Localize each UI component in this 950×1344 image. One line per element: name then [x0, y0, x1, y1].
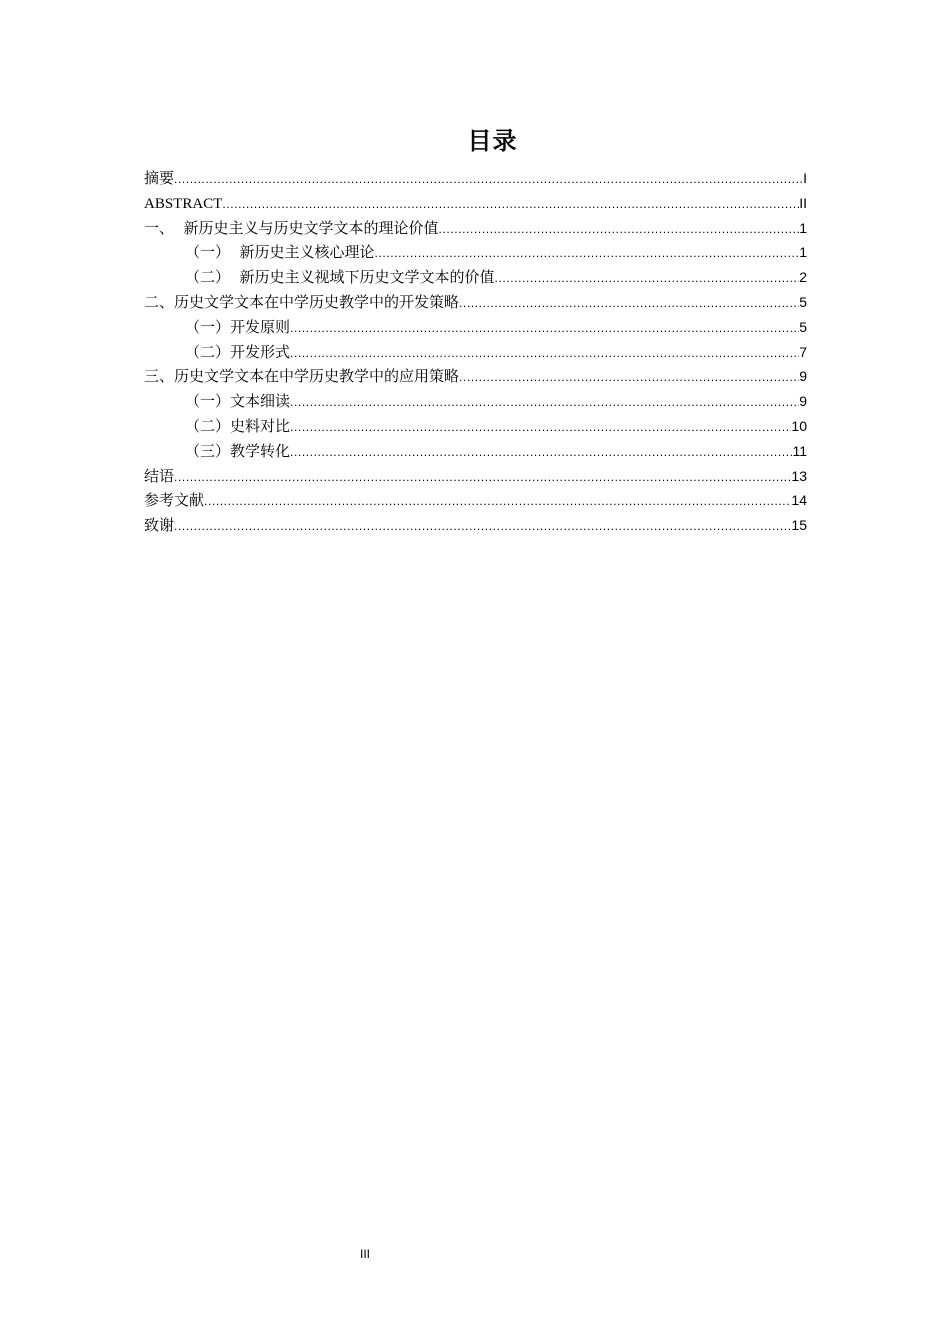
- toc-entry-label: （一） 新历史主义核心理论: [185, 243, 375, 262]
- toc-entry-label: 参考文献: [144, 491, 205, 510]
- toc-entry-page: 15: [791, 517, 807, 534]
- toc-entry-section-2-2[interactable]: [144, 340, 807, 365]
- toc-entry-page: 13: [791, 467, 807, 484]
- toc-entry-page: 9: [799, 368, 807, 385]
- toc-entry-chapter-3[interactable]: [144, 364, 807, 389]
- table-of-contents: [144, 166, 807, 538]
- toc-entry-acknowledgements[interactable]: [144, 513, 807, 538]
- dot-leader: [459, 365, 799, 390]
- toc-entry-page: 1: [799, 244, 807, 261]
- dot-leader: [174, 465, 791, 490]
- toc-entry-label: 摘要: [144, 169, 175, 187]
- toc-entry-page: I: [803, 170, 807, 186]
- toc-entry-page: 5: [799, 318, 807, 335]
- toc-entry-label: （一）文本细读: [185, 392, 291, 411]
- toc-entry-label: 三、历史文学文本在中学历史教学中的应用策略: [144, 367, 460, 386]
- toc-entry-abstract-cn[interactable]: [144, 166, 807, 191]
- toc-entry-label: 一、 新历史主义与历史文学文本的理论价值: [144, 218, 439, 237]
- toc-entry-conclusion[interactable]: [144, 464, 807, 489]
- dot-leader: [174, 514, 791, 539]
- toc-entry-page: 11: [792, 442, 807, 459]
- dot-leader: [290, 415, 791, 440]
- toc-entry-section-2-1[interactable]: [144, 315, 807, 340]
- dot-leader: [222, 192, 799, 217]
- toc-entry-page: 2: [799, 269, 807, 286]
- toc-entry-label: （三）教学转化: [185, 441, 291, 460]
- dot-leader: [459, 291, 799, 316]
- footer-page-number: III: [359, 1247, 370, 1261]
- toc-entry-section-1-2[interactable]: [144, 265, 807, 290]
- toc-entry-section-3-3[interactable]: [144, 439, 807, 464]
- dot-leader: [290, 341, 799, 366]
- dot-leader: [495, 266, 800, 291]
- toc-entry-chapter-1[interactable]: [144, 216, 807, 241]
- toc-entry-label: （二） 新历史主义视域下历史文学文本的价值: [185, 268, 495, 287]
- toc-entry-label: 二、历史文学文本在中学历史教学中的开发策略: [144, 292, 460, 311]
- toc-entry-label: 结语: [144, 466, 175, 485]
- toc-entry-section-3-2[interactable]: [144, 414, 807, 439]
- toc-entry-page: 5: [799, 293, 807, 310]
- toc-entry-references[interactable]: [144, 488, 807, 513]
- toc-entry-page: 9: [799, 393, 807, 410]
- toc-entry-section-3-1[interactable]: [144, 389, 807, 414]
- toc-entry-label: （二）开发形式: [185, 342, 291, 361]
- dot-leader: [204, 489, 791, 514]
- dot-leader: [290, 440, 792, 465]
- toc-entry-label: （一）开发原则: [185, 317, 291, 336]
- toc-entry-abstract-en[interactable]: [144, 191, 807, 216]
- dot-leader: [290, 390, 799, 415]
- toc-entry-page: II: [799, 194, 807, 211]
- toc-entry-chapter-2[interactable]: [144, 290, 807, 315]
- toc-entry-label: ABSTRACT: [144, 195, 223, 212]
- dot-leader: [375, 241, 800, 266]
- dot-leader: [174, 167, 803, 192]
- toc-entry-page: 1: [799, 219, 807, 236]
- dot-leader: [290, 316, 799, 341]
- toc-entry-label: 致谢: [144, 516, 175, 535]
- toc-entry-page: 10: [791, 417, 807, 434]
- toc-entry-page: 7: [799, 343, 807, 360]
- toc-entry-label: （二）史料对比: [185, 416, 291, 435]
- toc-entry-section-1-1[interactable]: [144, 240, 807, 265]
- toc-entry-page: 14: [791, 492, 807, 509]
- page-title: 目录: [467, 127, 518, 155]
- dot-leader: [439, 217, 800, 242]
